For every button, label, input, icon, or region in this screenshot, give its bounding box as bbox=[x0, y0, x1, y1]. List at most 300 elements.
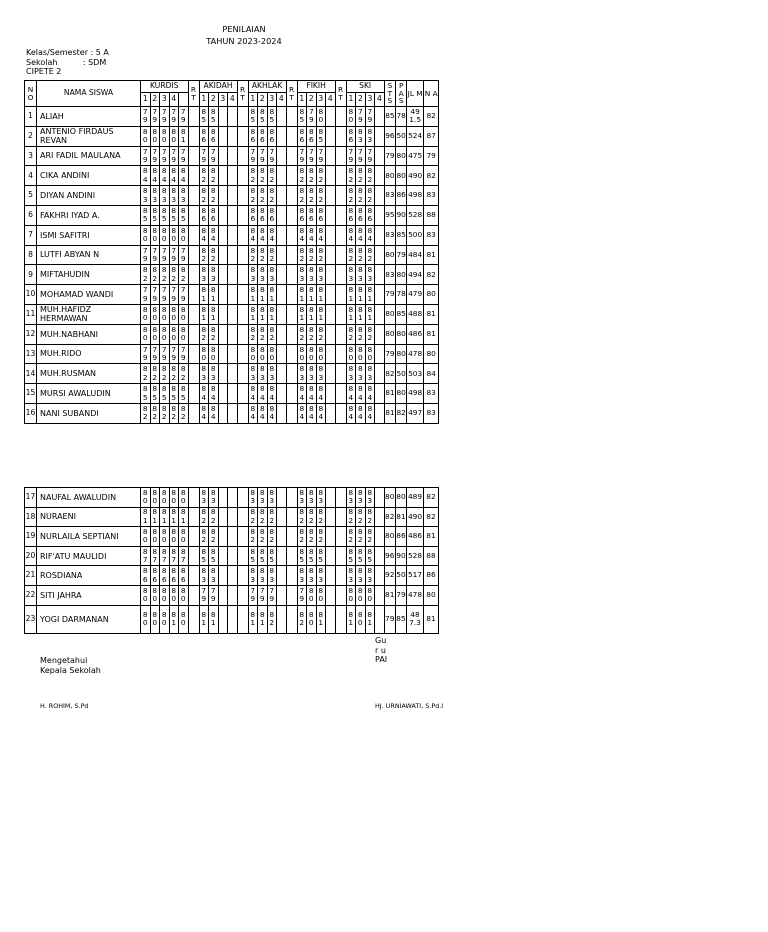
student-no: 1 bbox=[25, 107, 37, 127]
akhlak-sub-3: 3 bbox=[267, 93, 277, 107]
jlm-total: 528 bbox=[407, 546, 424, 566]
kurdis-sub-2: 2 bbox=[150, 93, 160, 107]
pas-score: 81 bbox=[396, 507, 407, 527]
student-no: 22 bbox=[25, 585, 37, 605]
jlm-total: 488 bbox=[407, 304, 424, 324]
ski-score: 82 bbox=[365, 527, 375, 547]
akhlak-empty-cell bbox=[277, 285, 287, 305]
rt-cell bbox=[286, 384, 297, 404]
ski-score: 80 bbox=[346, 344, 356, 364]
student-no: 3 bbox=[25, 146, 37, 166]
pai-text: PAI bbox=[375, 655, 388, 665]
akhlak-score: 85 bbox=[258, 107, 268, 127]
rt-cell bbox=[335, 546, 346, 566]
rt-cell bbox=[188, 304, 199, 324]
fikih-empty-cell bbox=[326, 285, 336, 305]
akhlak-score: 83 bbox=[267, 566, 277, 586]
akhlak-score: 80 bbox=[258, 344, 268, 364]
rt-cell bbox=[335, 146, 346, 166]
ski-empty-cell bbox=[375, 507, 385, 527]
student-name: MIFTAHUDIN bbox=[37, 265, 141, 285]
kurdis-score: 82 bbox=[150, 265, 160, 285]
pas-score: 79 bbox=[396, 245, 407, 265]
akhlak-score: 81 bbox=[258, 605, 268, 633]
akhlak-score: 84 bbox=[248, 403, 258, 423]
akhlak-score: 82 bbox=[267, 324, 277, 344]
ski-score: 83 bbox=[346, 488, 356, 508]
kurdis-score: 84 bbox=[169, 166, 179, 186]
ski-score: 82 bbox=[346, 324, 356, 344]
akidah-score: 84 bbox=[209, 384, 219, 404]
ski-score: 82 bbox=[346, 527, 356, 547]
kurdis-score: 85 bbox=[169, 205, 179, 225]
ski-score: 81 bbox=[346, 304, 356, 324]
student-row bbox=[25, 225, 439, 245]
pas-score: 78 bbox=[396, 107, 407, 127]
kurdis-score: 80 bbox=[150, 488, 160, 508]
akhlak-empty-cell bbox=[277, 344, 287, 364]
akidah-score: 83 bbox=[199, 364, 209, 384]
student-row bbox=[25, 107, 439, 127]
akhlak-empty-cell bbox=[277, 403, 287, 423]
rt-cell bbox=[335, 344, 346, 364]
fikih-score: 82 bbox=[316, 324, 326, 344]
student-name: MURSI AWALUDIN bbox=[37, 384, 141, 404]
kurdis-score: 82 bbox=[179, 265, 189, 285]
akhlak-score: 79 bbox=[267, 146, 277, 166]
akidah-empty-cell bbox=[228, 324, 238, 344]
akidah-empty-cell bbox=[228, 546, 238, 566]
ski-score: 80 bbox=[356, 344, 366, 364]
kurdis-score: 79 bbox=[160, 245, 170, 265]
rt-cell bbox=[188, 126, 199, 146]
sts-score: 83 bbox=[384, 186, 396, 206]
fikih-score: 82 bbox=[316, 166, 326, 186]
rt-cell bbox=[188, 384, 199, 404]
akhlak-score: 82 bbox=[258, 507, 268, 527]
fikih-score: 79 bbox=[316, 146, 326, 166]
kurdis-score: 82 bbox=[160, 364, 170, 384]
akidah-empty-cell bbox=[218, 107, 228, 127]
student-row bbox=[25, 245, 439, 265]
kurdis-score: 80 bbox=[169, 225, 179, 245]
fikih-empty-cell bbox=[326, 126, 336, 146]
ski-empty-cell bbox=[375, 225, 385, 245]
fikih-score: 82 bbox=[307, 527, 317, 547]
ski-score: 83 bbox=[346, 364, 356, 384]
na-final: 80 bbox=[424, 585, 439, 605]
akhlak-score: 83 bbox=[248, 566, 258, 586]
jlm-total: 484 bbox=[407, 245, 424, 265]
akidah-score: 82 bbox=[209, 245, 219, 265]
kelas-semester-label: Kelas/Semester : 5 A bbox=[26, 48, 109, 57]
grade-table-part-2 bbox=[24, 487, 439, 634]
fikih-score: 79 bbox=[307, 107, 317, 127]
rt-cell bbox=[188, 344, 199, 364]
fikih-score: 82 bbox=[307, 507, 317, 527]
ski-empty-cell bbox=[375, 186, 385, 206]
akhlak-score: 83 bbox=[248, 488, 258, 508]
ski-score: 83 bbox=[365, 488, 375, 508]
rt-cell bbox=[286, 146, 297, 166]
kurdis-score: 80 bbox=[150, 304, 160, 324]
fikih-score: 84 bbox=[316, 225, 326, 245]
akidah-score: 81 bbox=[199, 285, 209, 305]
akhlak-score: 82 bbox=[267, 527, 277, 547]
fikih-empty-cell bbox=[326, 527, 336, 547]
akhlak-empty-cell bbox=[277, 265, 287, 285]
kurdis-score: 80 bbox=[179, 324, 189, 344]
na-final: 79 bbox=[424, 146, 439, 166]
kurdis-score: 82 bbox=[150, 403, 160, 423]
akhlak-score: 82 bbox=[267, 507, 277, 527]
fikih-score: 84 bbox=[297, 225, 307, 245]
akidah-score: 81 bbox=[209, 605, 219, 633]
akhlak-score: 85 bbox=[248, 107, 258, 127]
jlm-total: 486 bbox=[407, 527, 424, 547]
pas-score: 90 bbox=[396, 546, 407, 566]
fikih-empty-cell bbox=[326, 304, 336, 324]
akidah-empty-cell bbox=[218, 344, 228, 364]
akidah-score: 83 bbox=[209, 488, 219, 508]
akidah-sub-2: 2 bbox=[209, 93, 219, 107]
akhlak-empty-cell bbox=[277, 488, 287, 508]
fikih-empty-cell bbox=[326, 265, 336, 285]
mengetahui-text: Mengetahui bbox=[40, 656, 88, 665]
akhlak-score: 82 bbox=[267, 166, 277, 186]
fikih-score: 83 bbox=[316, 364, 326, 384]
rt-cell bbox=[286, 304, 297, 324]
student-no: 15 bbox=[25, 384, 37, 404]
akhlak-score: 81 bbox=[267, 304, 277, 324]
ski-score: 84 bbox=[356, 384, 366, 404]
fikih-score: 81 bbox=[316, 605, 326, 633]
ski-score: 79 bbox=[365, 146, 375, 166]
ski-score: 80 bbox=[346, 585, 356, 605]
fikih-score: 82 bbox=[316, 527, 326, 547]
akhlak-score: 86 bbox=[248, 126, 258, 146]
akidah-score: 81 bbox=[209, 285, 219, 305]
akidah-empty-cell bbox=[218, 566, 228, 586]
akidah-score: 86 bbox=[209, 205, 219, 225]
col-pas-header: P A S bbox=[396, 81, 407, 107]
akidah-empty-cell bbox=[228, 403, 238, 423]
fikih-empty-cell bbox=[326, 507, 336, 527]
kurdis-score: 86 bbox=[150, 566, 160, 586]
akhlak-score: 83 bbox=[258, 265, 268, 285]
kurdis-score: 82 bbox=[141, 265, 151, 285]
kurdis-score: 79 bbox=[141, 107, 151, 127]
akhlak-score: 81 bbox=[258, 304, 268, 324]
rt-cell bbox=[237, 507, 248, 527]
rt-cell bbox=[237, 585, 248, 605]
akhlak-empty-cell bbox=[277, 527, 287, 547]
student-no: 16 bbox=[25, 403, 37, 423]
kurdis-score: 79 bbox=[141, 146, 151, 166]
fikih-score: 83 bbox=[316, 265, 326, 285]
kurdis-score: 84 bbox=[160, 166, 170, 186]
student-name: MOHAMAD WANDI bbox=[37, 285, 141, 305]
akidah-empty-cell bbox=[228, 488, 238, 508]
na-final: 82 bbox=[424, 107, 439, 127]
akhlak-score: 79 bbox=[258, 146, 268, 166]
kurdis-score: 80 bbox=[160, 527, 170, 547]
fikih-score: 79 bbox=[297, 585, 307, 605]
fikih-score: 81 bbox=[307, 285, 317, 305]
ski-score: 84 bbox=[356, 225, 366, 245]
ski-score: 82 bbox=[356, 166, 366, 186]
student-name: MUH.HAFIDZ HERMAWAN bbox=[37, 304, 141, 324]
jlm-total: 490 bbox=[407, 166, 424, 186]
student-name: MUH.NABHANI bbox=[37, 324, 141, 344]
kurdis-score: 80 bbox=[169, 304, 179, 324]
kurdis-score: 79 bbox=[179, 146, 189, 166]
ski-empty-cell bbox=[375, 546, 385, 566]
kurdis-score: 80 bbox=[169, 585, 179, 605]
col-ski-header: SKI bbox=[346, 81, 384, 93]
ski-score: 86 bbox=[346, 205, 356, 225]
pas-score: 85 bbox=[396, 605, 407, 633]
student-row bbox=[25, 186, 439, 206]
kurdis-score: 85 bbox=[141, 384, 151, 404]
akidah-score: 80 bbox=[199, 344, 209, 364]
akidah-score: 82 bbox=[199, 186, 209, 206]
ski-score: 82 bbox=[356, 527, 366, 547]
rt-cell bbox=[286, 205, 297, 225]
sts-score: 96 bbox=[384, 546, 396, 566]
ski-score: 80 bbox=[365, 585, 375, 605]
akidah-score: 79 bbox=[209, 146, 219, 166]
kurdis-score: 79 bbox=[150, 245, 160, 265]
akhlak-score: 84 bbox=[258, 225, 268, 245]
ski-score: 79 bbox=[356, 107, 366, 127]
ski-score: 84 bbox=[346, 384, 356, 404]
akhlak-score: 81 bbox=[258, 285, 268, 305]
ski-empty-cell bbox=[375, 285, 385, 305]
fikih-score: 80 bbox=[316, 344, 326, 364]
kurdis-score: 80 bbox=[141, 585, 151, 605]
akidah-empty-cell bbox=[228, 507, 238, 527]
fikih-score: 86 bbox=[307, 126, 317, 146]
sekolah-label: Sekolah : SDM bbox=[26, 57, 107, 67]
student-no: 21 bbox=[25, 566, 37, 586]
fikih-score: 85 bbox=[316, 546, 326, 566]
ski-empty-cell bbox=[375, 364, 385, 384]
student-row bbox=[25, 605, 439, 633]
fikih-score: 83 bbox=[297, 488, 307, 508]
fikih-score: 82 bbox=[316, 245, 326, 265]
kurdis-score: 82 bbox=[169, 364, 179, 384]
student-name: MUH.RUSMAN bbox=[37, 364, 141, 384]
rt-cell bbox=[237, 344, 248, 364]
col-rt-akidah-header: R T bbox=[237, 81, 248, 107]
student-name: MUH.RIDO bbox=[37, 344, 141, 364]
akhlak-score: 80 bbox=[267, 344, 277, 364]
student-name: ROSDIANA bbox=[37, 566, 141, 586]
ski-score: 82 bbox=[346, 186, 356, 206]
ski-score: 81 bbox=[346, 285, 356, 305]
col-name-header: NAMA SISWA bbox=[37, 81, 141, 107]
rt-cell bbox=[188, 285, 199, 305]
na-final: 81 bbox=[424, 304, 439, 324]
guru-text: Gur u bbox=[375, 636, 387, 655]
rt-cell bbox=[335, 285, 346, 305]
na-final: 82 bbox=[424, 507, 439, 527]
akidah-empty-cell bbox=[228, 225, 238, 245]
fikih-score: 83 bbox=[297, 265, 307, 285]
fikih-score: 84 bbox=[307, 225, 317, 245]
cipete-label: CIPETE 2 bbox=[26, 67, 62, 76]
akidah-score: 85 bbox=[199, 107, 209, 127]
fikih-score: 82 bbox=[297, 507, 307, 527]
na-final: 86 bbox=[424, 566, 439, 586]
rt-cell bbox=[286, 344, 297, 364]
na-final: 80 bbox=[424, 344, 439, 364]
rt-cell bbox=[286, 324, 297, 344]
rt-cell bbox=[237, 527, 248, 547]
fikih-score: 84 bbox=[307, 403, 317, 423]
akhlak-score: 81 bbox=[248, 285, 258, 305]
akidah-empty-cell bbox=[218, 205, 228, 225]
na-final: 84 bbox=[424, 364, 439, 384]
akidah-empty-cell bbox=[218, 186, 228, 206]
akhlak-score: 84 bbox=[267, 225, 277, 245]
akhlak-score: 83 bbox=[258, 488, 268, 508]
akidah-score: 82 bbox=[209, 186, 219, 206]
na-final: 80 bbox=[424, 285, 439, 305]
akidah-score: 82 bbox=[199, 166, 209, 186]
akidah-sub-1: 1 bbox=[199, 93, 209, 107]
rt-cell bbox=[286, 166, 297, 186]
pas-score: 86 bbox=[396, 527, 407, 547]
akhlak-empty-cell bbox=[277, 605, 287, 633]
rt-cell bbox=[188, 225, 199, 245]
kurdis-score: 85 bbox=[141, 205, 151, 225]
kurdis-score: 80 bbox=[150, 225, 160, 245]
ski-score: 84 bbox=[346, 403, 356, 423]
akidah-score: 84 bbox=[209, 403, 219, 423]
kurdis-score: 81 bbox=[179, 126, 189, 146]
rt-cell bbox=[237, 384, 248, 404]
jlm-total: 491.5 bbox=[407, 107, 424, 127]
akidah-score: 84 bbox=[199, 225, 209, 245]
akidah-score: 81 bbox=[199, 304, 209, 324]
rt-cell bbox=[286, 245, 297, 265]
fikih-sub-4: 4 bbox=[326, 93, 336, 107]
akidah-empty-cell bbox=[228, 285, 238, 305]
rt-cell bbox=[188, 527, 199, 547]
rt-cell bbox=[188, 364, 199, 384]
ski-score: 83 bbox=[356, 364, 366, 384]
akidah-score: 81 bbox=[209, 304, 219, 324]
student-no: 17 bbox=[25, 488, 37, 508]
fikih-score: 80 bbox=[307, 605, 317, 633]
akidah-empty-cell bbox=[228, 146, 238, 166]
rt-cell bbox=[335, 324, 346, 344]
akidah-empty-cell bbox=[218, 146, 228, 166]
kurdis-score: 83 bbox=[160, 186, 170, 206]
akhlak-score: 82 bbox=[267, 186, 277, 206]
pas-score: 80 bbox=[396, 146, 407, 166]
ski-empty-cell bbox=[375, 265, 385, 285]
col-kurdis-header: KURDIS bbox=[141, 81, 189, 93]
ski-empty-cell bbox=[375, 304, 385, 324]
kurdis-score: 87 bbox=[179, 546, 189, 566]
akidah-empty-cell bbox=[218, 527, 228, 547]
fikih-empty-cell bbox=[326, 107, 336, 127]
fikih-score: 82 bbox=[307, 245, 317, 265]
pas-score: 86 bbox=[396, 186, 407, 206]
student-row bbox=[25, 507, 439, 527]
student-row bbox=[25, 585, 439, 605]
col-akidah-header: AKIDAH bbox=[199, 81, 237, 93]
rt-cell bbox=[237, 107, 248, 127]
col-rt-kurdis-header: R T bbox=[188, 81, 199, 107]
akhlak-score: 83 bbox=[248, 265, 258, 285]
akhlak-score: 84 bbox=[267, 403, 277, 423]
sts-score: 79 bbox=[384, 146, 396, 166]
rt-cell bbox=[286, 488, 297, 508]
rt-cell bbox=[335, 364, 346, 384]
ski-score: 82 bbox=[356, 245, 366, 265]
kurdis-score: 81 bbox=[150, 507, 160, 527]
akhlak-empty-cell bbox=[277, 546, 287, 566]
col-na-header: N A bbox=[424, 81, 439, 107]
akidah-score: 80 bbox=[209, 344, 219, 364]
akidah-empty-cell bbox=[228, 107, 238, 127]
rt-cell bbox=[286, 126, 297, 146]
akhlak-score: 82 bbox=[248, 186, 258, 206]
kurdis-score: 82 bbox=[160, 265, 170, 285]
student-name: SITI JAHRA bbox=[37, 585, 141, 605]
na-final: 81 bbox=[424, 527, 439, 547]
ski-sub-1: 1 bbox=[346, 93, 356, 107]
student-no: 12 bbox=[25, 324, 37, 344]
fikih-empty-cell bbox=[326, 384, 336, 404]
akhlak-score: 84 bbox=[258, 384, 268, 404]
grade-table-part-1 bbox=[24, 80, 439, 424]
rt-cell bbox=[237, 285, 248, 305]
kurdis-score: 80 bbox=[169, 324, 179, 344]
na-final: 81 bbox=[424, 605, 439, 633]
akidah-score: 82 bbox=[209, 166, 219, 186]
kurdis-score: 85 bbox=[179, 384, 189, 404]
sts-score: 80 bbox=[384, 166, 396, 186]
akidah-empty-cell bbox=[228, 265, 238, 285]
rt-cell bbox=[286, 285, 297, 305]
rt-cell bbox=[335, 527, 346, 547]
kurdis-score: 79 bbox=[160, 344, 170, 364]
student-no: 5 bbox=[25, 186, 37, 206]
ski-score: 82 bbox=[365, 324, 375, 344]
akhlak-score: 79 bbox=[248, 585, 258, 605]
akidah-score: 82 bbox=[209, 527, 219, 547]
kurdis-score: 79 bbox=[160, 285, 170, 305]
kurdis-score: 82 bbox=[179, 403, 189, 423]
rt-cell bbox=[335, 225, 346, 245]
akhlak-empty-cell bbox=[277, 186, 287, 206]
rt-cell bbox=[237, 126, 248, 146]
rt-cell bbox=[335, 585, 346, 605]
akidah-score: 82 bbox=[199, 324, 209, 344]
fikih-empty-cell bbox=[326, 324, 336, 344]
akhlak-score: 82 bbox=[258, 245, 268, 265]
jlm-total: 479 bbox=[407, 285, 424, 305]
akhlak-score: 84 bbox=[258, 403, 268, 423]
ski-empty-cell bbox=[375, 344, 385, 364]
akhlak-score: 83 bbox=[267, 364, 277, 384]
rt-cell bbox=[188, 585, 199, 605]
